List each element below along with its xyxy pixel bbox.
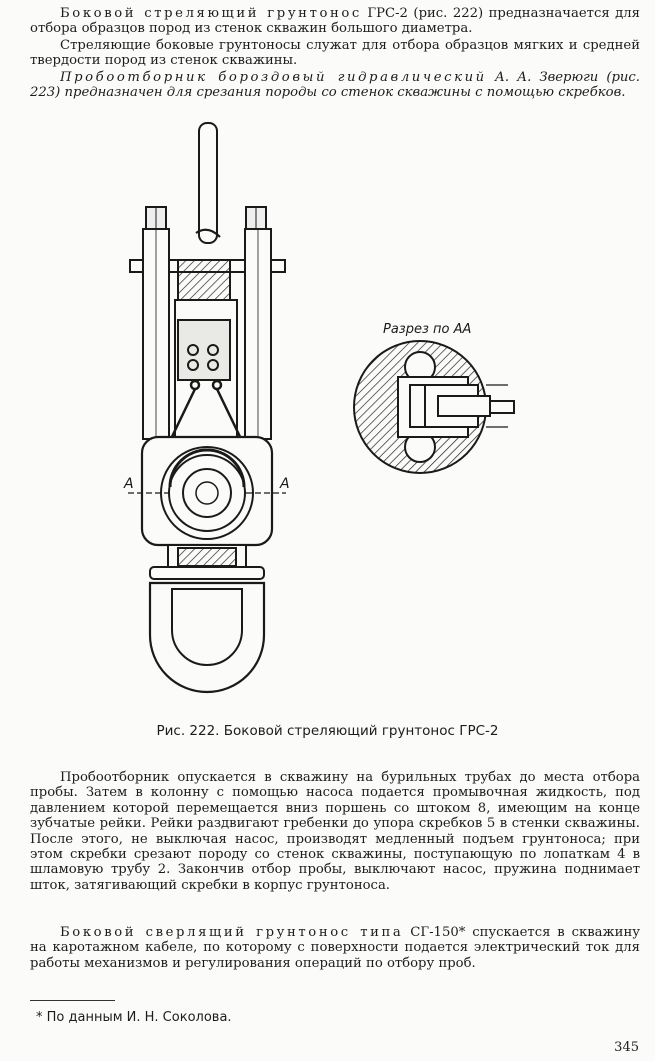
paragraph-zveryugi [30, 70, 640, 101]
section-label: Разрез по АА [383, 322, 472, 337]
page-number: 345 [614, 1040, 639, 1055]
cross-section-view [354, 341, 514, 473]
paragraph-text: ГРС-2 (рис. 222) предназначается для отбора образцов пород из стенок скважин большого диаметра. [30, 6, 640, 37]
paragraph-grs2 [30, 6, 640, 37]
paragraph-text: СГ-150* спускается в скважину на каротажном кабеле, по которому с поверхности подается электрический ток для работы механизмов и регулирования операций по отбору проб. [30, 925, 640, 971]
term-lead: Боковой стреляющий грунтонос [60, 6, 362, 21]
sampler-main-view [128, 123, 286, 692]
figure-caption: Рис. 222. Боковой стреляющий грунтонос ГРС-2 [156, 723, 499, 739]
term-lead: Боковой сверлящий грунтонос типа [60, 925, 404, 940]
footnote-rule [30, 1000, 115, 1001]
marker-a-left: A [124, 476, 134, 492]
paragraph-sg150 [30, 925, 640, 971]
marker-a-right: A [280, 476, 290, 492]
paragraph-sampler-operation: Пробоотборник опускается в скважину на бурильных трубах до места отбора пробы. Затем в колонну с помощью насоса подается промывочная жидкость, под давлением которой перемещается вниз поршень со штоком 8, имеющим на конце зубчатые рейки. Рейки раздвигают гребенки до упора скребков 5 в стенки скважины. После этого, не выключая насос, производят медленный подъем грунтоноса; при этом скребки срезают породу со стенок скважины, поступающую по лопаткам 4 в шламовую трубу 2. Закончив отбор пробы, выключают насос, пружина поднимает шток, затягивающий скребки в корпус грунтоноса. [30, 770, 640, 893]
paragraph-side-samplers: Стреляющие боковые грунтоносы служат для отбора образцов мягких и средней твердости пород из стенок скважины. [30, 38, 640, 69]
term-lead: Пробоотборник бороздовый гидравлический [60, 70, 487, 85]
paragraph-text: А. А. Зверюги (рис. 223) предназначен для срезания породы со стенок скважины с помощью скребков. [30, 70, 640, 101]
footnote: * По данным И. Н. Соколова. [36, 1010, 232, 1025]
figure-222-drawing [0, 115, 655, 715]
